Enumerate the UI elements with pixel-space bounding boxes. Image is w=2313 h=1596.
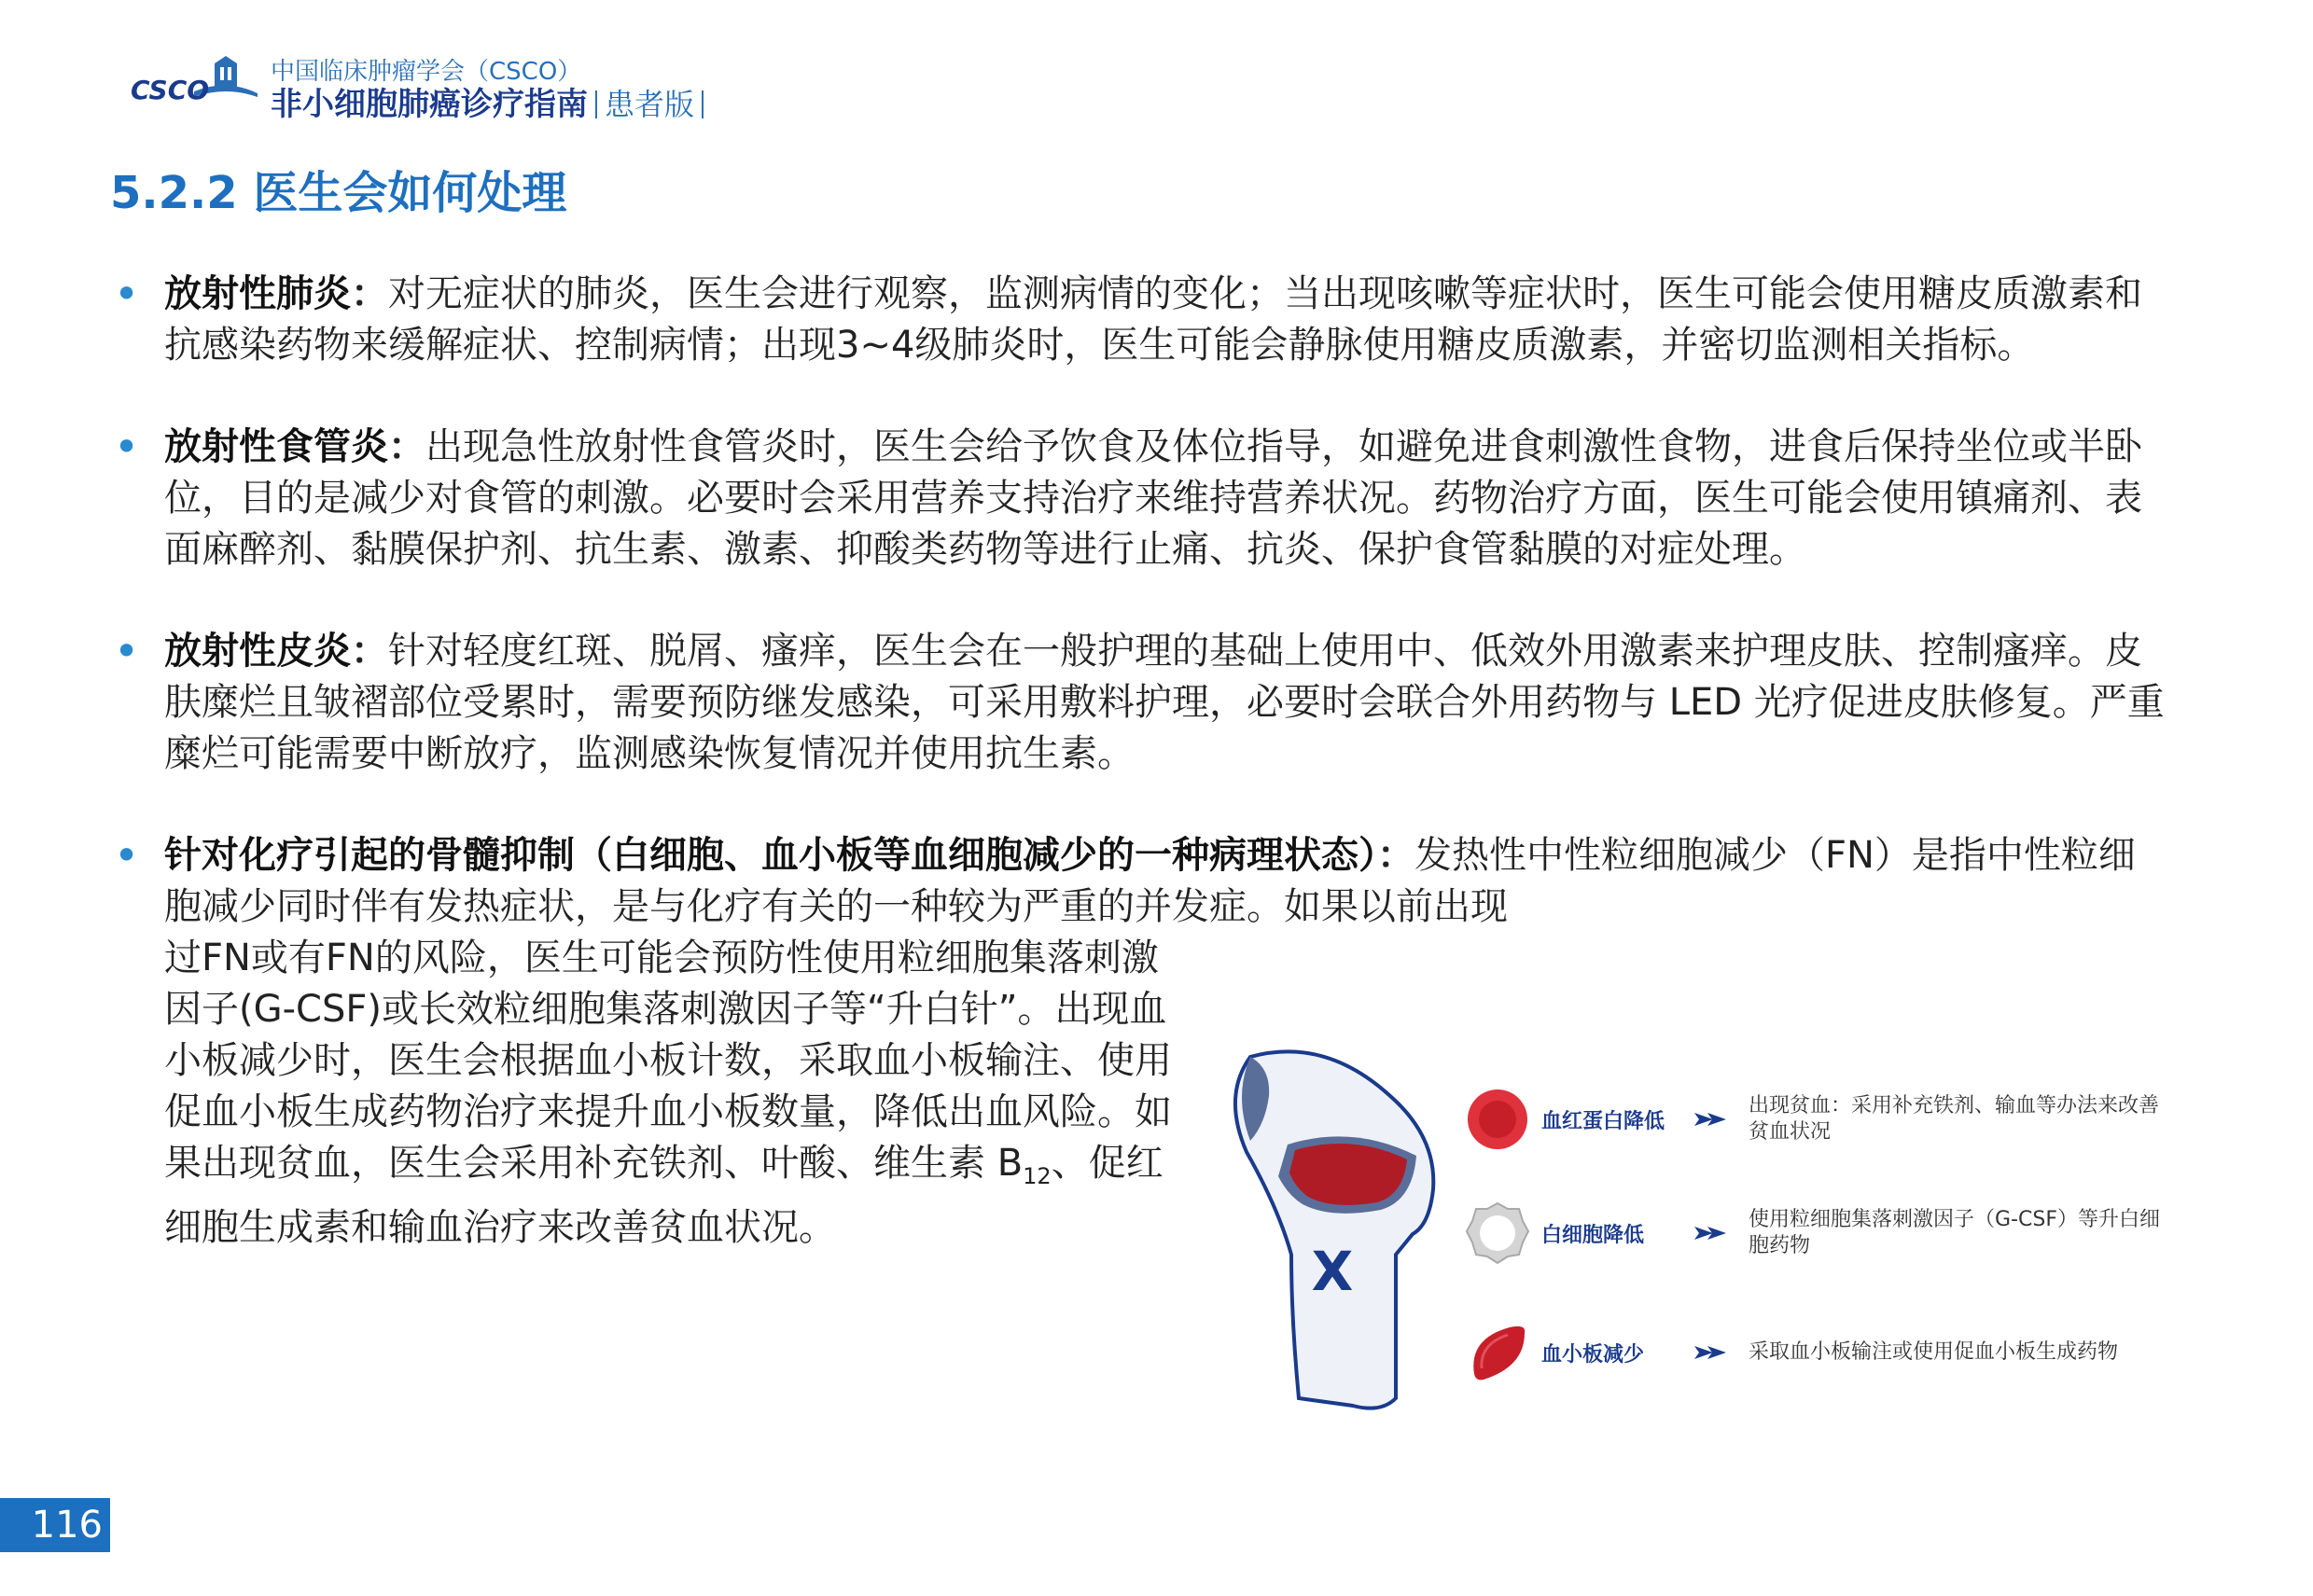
bullet-dot-icon: • [114,422,140,472]
white-blood-cell-icon [1465,1200,1530,1266]
page-number: 116 [0,1498,110,1552]
bone-illustration [1213,1040,1456,1413]
list-item-radiation-esophagitis [114,422,2170,576]
row-label: 血红蛋白降低 [1541,1109,1665,1133]
term-colon: ： [1377,834,1414,877]
edition-separator [702,90,704,118]
red-blood-cell-icon [1465,1087,1530,1152]
row-description: 出现贫血：采用补充铁剂、输血等办法来改善贫血状况 [1749,1094,2160,1144]
guide-title: 非小细胞肺癌诊疗指南 [271,86,588,123]
item-text: 对无症状的肺炎，医生会进行观察，监测病情的变化；当出现咳嗽等症状时，医生可能会使用糖皮质激素和抗感染药物来缓解症状、控制病情；出现3~4级肺炎时，医生可能会静脉使用糖皮质激素，并密切监测相关指标。 [164,272,2142,367]
item-text: 针对轻度红斑、脱屑、瘙痒，医生会在一般护理的基础上使用中、低效外用激素来护理皮肤、控制瘙痒。皮肤糜烂且皱褶部位受累时，需要预防继发感染，可采用敷料护理，必要时会联合外用药物与 LED 光疗促进皮肤修复。严重糜烂可能需要中断放疗，监测感染恢复情况并使用抗生素。 [164,630,2165,775]
item-text-narrow [164,933,1191,1254]
item-text: 发热性中性粒细胞减少（FN）是指中性粒细胞减少同时伴有发热症状，是与化疗有关的一种较为严重的并发症。如果以前出现 [164,834,2136,928]
row-label: 白细胞降低 [1541,1223,1645,1247]
guide-title-line [271,78,711,124]
bullet-dot-icon: • [114,626,140,676]
section-heading: 5.2.2 医生会如何处理 [110,167,567,219]
bone-marrow-infographic [1213,1040,2202,1423]
org-name: 中国临床肿瘤学会（CSCO） [271,58,582,86]
item-term: 放射性食管炎 [164,425,388,468]
item-text: 出现急性放射性食管炎时，医生会给予饮食及体位指导，如避免进食刺激性食物，进食后保持坐位或半卧位，目的是减少对食管的刺激。必要时会采用营养支持治疗来维持营养状况。药物治疗方面，医生可能会使用镇痛剂、表面麻醉剂、黏膜保护剂、抗生素、激素、抑酸类药物等进行止痛、抗炎、保护食管黏膜的对症处理。 [164,425,2142,571]
term-colon: ： [388,425,425,468]
row-description: 采取血小板输注或使用促血小板生成药物 [1749,1340,2119,1364]
item-term: 放射性皮炎 [164,630,351,673]
row-label: 血小板减少 [1541,1342,1645,1367]
row-white-cells [1465,1200,2178,1266]
arrow-right-icon [1694,1109,1728,1130]
row-description: 使用粒细胞集落刺激因子（G-CSF）等升白细胞药物 [1749,1208,2160,1257]
page-header [129,47,968,121]
list-item-radiation-pneumonitis [114,269,2170,371]
bullet-dot-icon: • [114,269,140,319]
row-platelets [1465,1320,2178,1385]
item-text-part: 、促红细胞生成素和输血治疗来改善贫血状况。 [164,1142,1163,1249]
item-term: 针对化疗引起的骨髓抑制（白细胞、血小板等血细胞减少的一种病理状态） [164,834,1377,877]
bullet-dot-icon: • [114,830,140,881]
row-hemoglobin [1465,1087,2178,1152]
logo-text: CSCO [131,75,210,105]
term-colon: ： [351,272,388,315]
csco-logo [129,50,259,118]
guide-edition: 患者版 [605,87,695,122]
item-text-part: 过FN或有FN的风险，医生可能会预防性使用粒细胞集落刺激因子(G-CSF)或长效粒细胞集落刺激因子等“升白针”。出现血小板减少时，医生会根据血小板计数，采取血小板输注、使用促血小板生成药物治疗来提升血小板数量，降低出血风险。如果出现贫血，医生会采用补充铁剂、叶酸、维生素 B [164,937,1172,1185]
list-item-radiation-dermatitis [114,626,2170,780]
platelet-icon [1465,1320,1530,1385]
term-colon: ： [351,630,388,673]
arrow-right-icon [1694,1223,1728,1243]
vitamin-subscript: 12 [1023,1163,1052,1189]
arrow-right-icon [1694,1342,1728,1363]
title-separator [595,90,597,118]
item-term: 放射性肺炎 [164,272,351,315]
suppression-x-marker: X [1311,1240,1354,1303]
